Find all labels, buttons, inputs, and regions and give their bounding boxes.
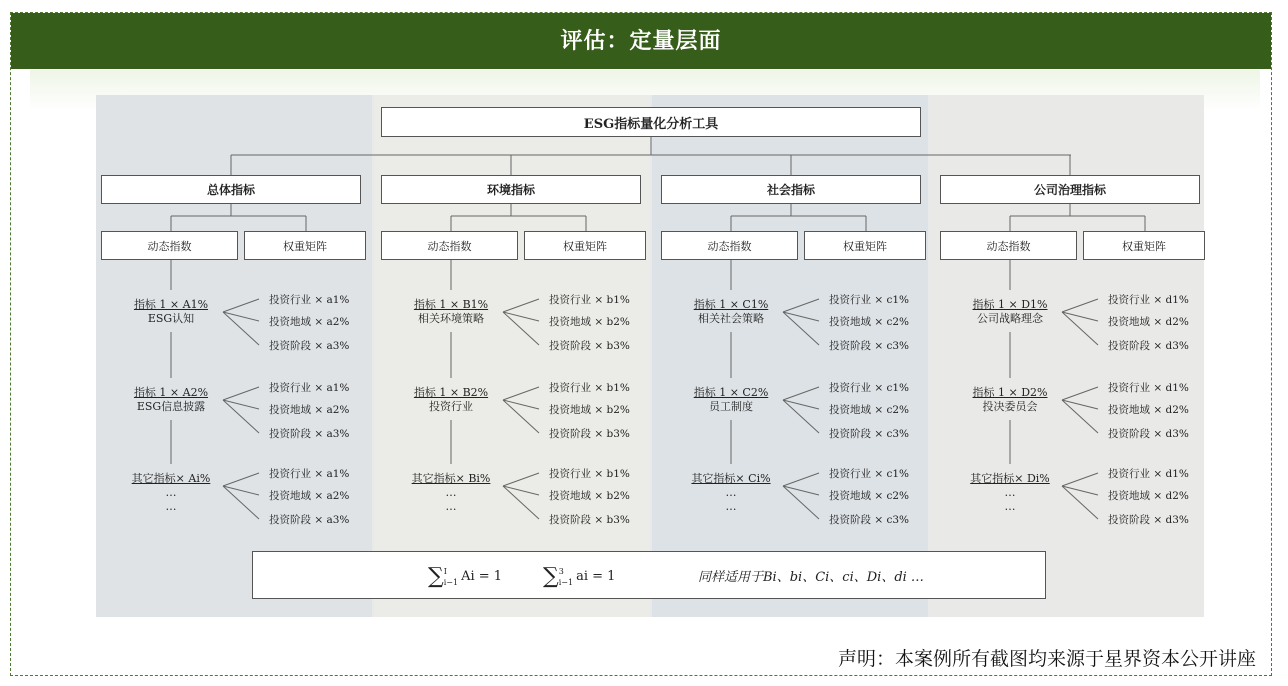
weight-factor: 投资行业 × c1% xyxy=(829,382,910,394)
indicator-title: 指标 1 × C1% xyxy=(693,298,769,311)
sum-lower: i−1 xyxy=(558,577,574,587)
weight-factor: 投资阶段 × d3% xyxy=(1108,514,1189,526)
weight-factor: 投资行业 × b1% xyxy=(549,382,630,394)
weight-factor: 投资阶段 × c3% xyxy=(829,428,910,440)
weight-factor: 投资地域 × d2% xyxy=(1108,404,1189,416)
indicator-item xyxy=(945,386,1075,414)
formula-sum-a xyxy=(428,564,502,589)
sum-expression: ai = 1 xyxy=(576,569,616,584)
weight-matrix-box: 权重矩阵 xyxy=(244,231,366,260)
indicator-subtitle: 相关环境策略 xyxy=(418,312,484,325)
indicator-subtitle: 公司战略理念 xyxy=(977,312,1043,325)
weight-factor: 投资地域 × a2% xyxy=(269,404,350,416)
sum-lower: i−1 xyxy=(443,577,459,587)
indicator-subtitle: 相关社会策略 xyxy=(698,312,764,325)
indicator-subtitle-continued: … xyxy=(1004,500,1016,513)
indicator-subtitle: … xyxy=(725,486,737,499)
formula-box xyxy=(252,551,1046,599)
indicator-item xyxy=(386,386,516,414)
indicator-title: 指标 1 × C2% xyxy=(693,386,769,399)
sigma-symbol: ∑ xyxy=(428,564,444,589)
indicator-subtitle: 员工制度 xyxy=(709,400,753,413)
formula-note: 同样适用于Bi、bi、Ci、ci、Di、di … xyxy=(698,570,924,585)
indicator-subtitle: ESG认知 xyxy=(147,312,195,325)
weight-factor: 投资阶段 × b3% xyxy=(549,428,630,440)
indicator-title: 其它指标× Ai% xyxy=(131,472,211,485)
category-box: 环境指标 xyxy=(381,175,641,204)
connector-lines xyxy=(96,95,1204,617)
page-title: 评估：定量层面 xyxy=(11,13,1271,69)
dynamic-index-box: 动态指数 xyxy=(381,231,518,260)
weight-matrix-box: 权重矩阵 xyxy=(1083,231,1205,260)
sum-limits xyxy=(444,566,458,588)
indicator-title: 其它指标× Ci% xyxy=(691,472,771,485)
weight-factor: 投资行业 × a1% xyxy=(269,382,350,394)
formula-sum-b xyxy=(543,564,615,589)
indicator-subtitle: … xyxy=(165,486,177,499)
indicator-title: 指标 1 × A2% xyxy=(133,386,209,399)
indicator-item xyxy=(666,472,796,514)
indicator-subtitle: … xyxy=(445,486,457,499)
weight-factor: 投资行业 × b1% xyxy=(549,294,630,306)
indicator-item xyxy=(666,386,796,414)
weight-factor: 投资地域 × c2% xyxy=(829,316,910,328)
weight-factor: 投资行业 × d1% xyxy=(1108,294,1189,306)
indicator-subtitle-continued: … xyxy=(165,500,177,513)
weight-factor: 投资地域 × b2% xyxy=(549,316,630,328)
dynamic-index-box: 动态指数 xyxy=(661,231,798,260)
sum-limits xyxy=(559,566,573,588)
sum-upper: I xyxy=(443,566,447,576)
weight-factor: 投资阶段 × c3% xyxy=(829,340,910,352)
indicator-title: 指标 1 × D2% xyxy=(972,386,1048,399)
sum-upper: 3 xyxy=(558,566,564,576)
weight-factor: 投资地域 × b2% xyxy=(549,490,630,502)
weight-factor: 投资阶段 × b3% xyxy=(549,514,630,526)
indicator-item xyxy=(106,386,236,414)
weight-matrix-box: 权重矩阵 xyxy=(804,231,926,260)
weight-factor: 投资阶段 × a3% xyxy=(269,428,350,440)
weight-matrix-box: 权重矩阵 xyxy=(524,231,646,260)
indicator-subtitle-continued: … xyxy=(445,500,457,513)
weight-factor: 投资行业 × b1% xyxy=(549,468,630,480)
weight-factor: 投资阶段 × b3% xyxy=(549,340,630,352)
indicator-item xyxy=(666,298,796,326)
weight-factor: 投资阶段 × d3% xyxy=(1108,340,1189,352)
category-box: 公司治理指标 xyxy=(940,175,1200,204)
indicator-subtitle-continued: … xyxy=(725,500,737,513)
indicator-title: 其它指标× Bi% xyxy=(411,472,491,485)
category-box: 总体指标 xyxy=(101,175,361,204)
weight-factor: 投资地域 × a2% xyxy=(269,490,350,502)
root-box: ESG指标量化分析工具 xyxy=(381,107,921,137)
indicator-item xyxy=(106,298,236,326)
indicator-item xyxy=(386,298,516,326)
weight-factor: 投资阶段 × a3% xyxy=(269,514,350,526)
weight-factor: 投资地域 × b2% xyxy=(549,404,630,416)
weight-factor: 投资行业 × d1% xyxy=(1108,468,1189,480)
weight-factor: 投资地域 × c2% xyxy=(829,490,910,502)
weight-factor: 投资地域 × d2% xyxy=(1108,490,1189,502)
sigma-symbol: ∑ xyxy=(543,564,559,589)
category-box: 社会指标 xyxy=(661,175,921,204)
indicator-subtitle: … xyxy=(1004,486,1016,499)
weight-factor: 投资行业 × c1% xyxy=(829,468,910,480)
indicator-title: 指标 1 × B2% xyxy=(413,386,489,399)
source-disclaimer: 声明：本案例所有截图均来源于星界资本公开讲座 xyxy=(837,649,1256,670)
weight-factor: 投资阶段 × c3% xyxy=(829,514,910,526)
indicator-subtitle: 投资行业 xyxy=(429,400,473,413)
weight-factor: 投资行业 × a1% xyxy=(269,294,350,306)
indicator-title: 指标 1 × A1% xyxy=(133,298,209,311)
indicator-title: 指标 1 × B1% xyxy=(413,298,489,311)
weight-factor: 投资行业 × c1% xyxy=(829,294,910,306)
weight-factor: 投资行业 × d1% xyxy=(1108,382,1189,394)
esg-quant-diagram xyxy=(96,95,1204,617)
weight-factor: 投资地域 × d2% xyxy=(1108,316,1189,328)
sum-expression: Ai = 1 xyxy=(461,569,503,584)
dynamic-index-box: 动态指数 xyxy=(940,231,1077,260)
weight-factor: 投资地域 × c2% xyxy=(829,404,910,416)
indicator-title: 其它指标× Di% xyxy=(970,472,1050,485)
weight-factor: 投资阶段 × d3% xyxy=(1108,428,1189,440)
weight-factor: 投资行业 × a1% xyxy=(269,468,350,480)
weight-factor: 投资地域 × a2% xyxy=(269,316,350,328)
weight-factor: 投资阶段 × a3% xyxy=(269,340,350,352)
indicator-item xyxy=(945,472,1075,514)
indicator-item xyxy=(945,298,1075,326)
indicator-subtitle: ESG信息披露 xyxy=(136,400,206,413)
indicator-subtitle: 投决委员会 xyxy=(982,400,1038,413)
indicator-item xyxy=(106,472,236,514)
dynamic-index-box: 动态指数 xyxy=(101,231,238,260)
indicator-item xyxy=(386,472,516,514)
indicator-title: 指标 1 × D1% xyxy=(972,298,1048,311)
